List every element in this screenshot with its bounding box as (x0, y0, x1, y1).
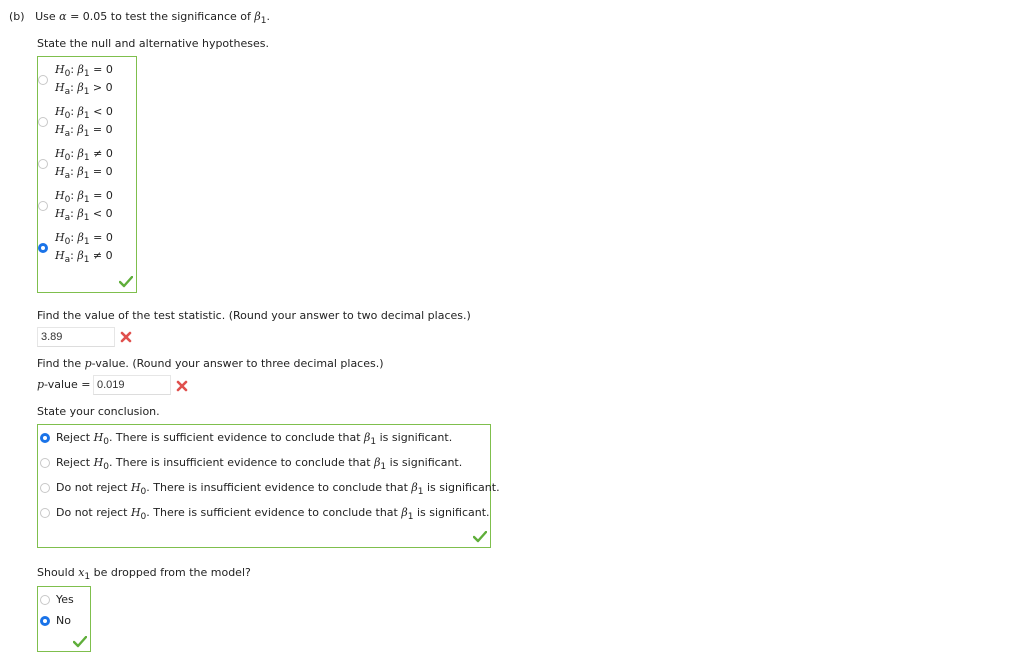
null-hypothesis: $H_0$: $\beta_1 \ne 0$ (55, 147, 113, 163)
correct-check-icon (473, 531, 487, 543)
incorrect-x-icon (120, 331, 132, 343)
conclusion-instruction: State your conclusion. (37, 405, 160, 418)
alternative-hypothesis: $H_a$: $\beta_1 = 0$ (55, 165, 113, 181)
hypothesis-option-3-radio[interactable] (38, 159, 48, 169)
question-prompt: (b) Use α = 0.05 to test the significance of $\beta_1$. (9, 10, 270, 26)
hypothesis-option-2[interactable] (55, 105, 113, 141)
null-hypothesis: $H_0$: $\beta_1 = 0$ (55, 189, 113, 205)
hypothesis-option-5[interactable] (55, 231, 113, 267)
drop-option-yes[interactable]: Yes (56, 593, 74, 606)
null-hypothesis: $H_0$: $\beta_1 = 0$ (55, 231, 113, 247)
null-hypothesis: $H_0$: $\beta_1 = 0$ (55, 63, 113, 79)
conclusion-option-1[interactable]: Reject $H_0$. There is sufficient evidence to conclude that $\beta_1$ is significant. (56, 431, 453, 447)
conclusion-option-3-radio[interactable] (40, 483, 50, 493)
p-value-input[interactable]: 0.019 (93, 375, 171, 395)
conclusion-option-2-radio[interactable] (40, 458, 50, 468)
conclusion-option-2[interactable]: Reject $H_0$. There is insufficient evidence to conclude that $\beta_1$ is significant. (56, 456, 463, 472)
part-label: (b) (9, 10, 25, 23)
drop-option-yes-radio[interactable] (40, 595, 50, 605)
incorrect-x-icon (176, 380, 188, 392)
test-statistic-instruction: Find the value of the test statistic. (Round your answer to two decimal places.) (37, 309, 471, 322)
alternative-hypothesis: $H_a$: $\beta_1 \ne 0$ (55, 249, 113, 265)
conclusion-option-1-radio[interactable] (40, 433, 50, 443)
alpha-symbol: α (59, 10, 67, 23)
hypothesis-option-1[interactable] (55, 63, 113, 99)
hypothesis-option-2-radio[interactable] (38, 117, 48, 127)
hypothesis-option-5-radio[interactable] (38, 243, 48, 253)
drop-question: Should $x_1$ be dropped from the model? (37, 566, 251, 582)
hypothesis-option-4[interactable] (55, 189, 113, 225)
alternative-hypothesis: $H_a$: $\beta_1 < 0$ (55, 207, 113, 223)
conclusion-option-3[interactable]: Do not reject $H_0$. There is insufficient evidence to conclude that $\beta_1$ is significant. (56, 481, 500, 497)
p-value-label: p-value = (37, 378, 91, 391)
conclusion-option-4-radio[interactable] (40, 508, 50, 518)
conclusion-option-4[interactable]: Do not reject $H_0$. There is sufficient evidence to conclude that $\beta_1$ is significant. (56, 506, 490, 522)
test-statistic-input[interactable]: 3.89 (37, 327, 115, 347)
hypotheses-instruction: State the null and alternative hypotheses. (37, 37, 269, 50)
drop-option-no[interactable]: No (56, 614, 71, 627)
drop-option-no-radio[interactable] (40, 616, 50, 626)
hypothesis-option-4-radio[interactable] (38, 201, 48, 211)
p-value-instruction: Find the p-value. (Round your answer to three decimal places.) (37, 357, 384, 370)
correct-check-icon (73, 636, 87, 648)
hypothesis-option-1-radio[interactable] (38, 75, 48, 85)
alternative-hypothesis: $H_a$: $\beta_1 = 0$ (55, 123, 113, 139)
null-hypothesis: $H_0$: $\beta_1 < 0$ (55, 105, 113, 121)
correct-check-icon (119, 276, 133, 288)
hypothesis-option-3[interactable] (55, 147, 113, 183)
alternative-hypothesis: $H_a$: $\beta_1 > 0$ (55, 81, 113, 97)
